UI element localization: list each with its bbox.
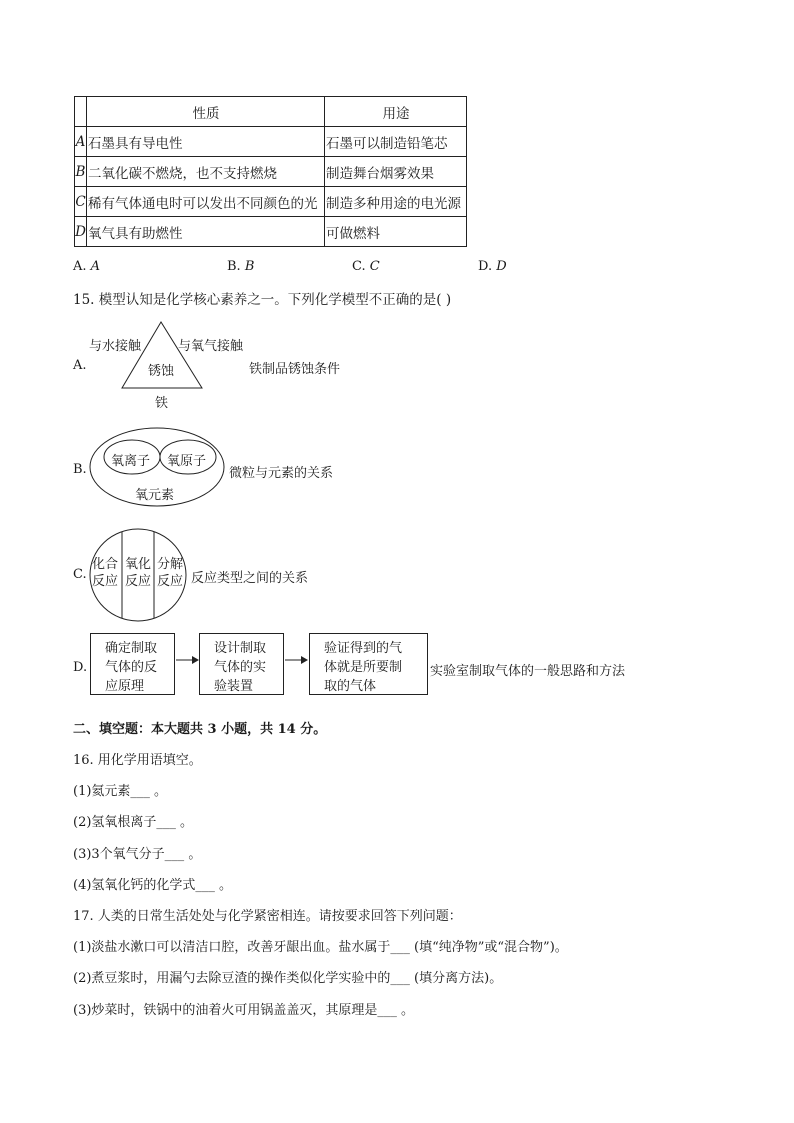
flow-box-1-line1: 确定制取 xyxy=(105,641,158,656)
q15-option-c-caption: 反应类型之间的关系 xyxy=(191,571,309,586)
option-label: A. xyxy=(73,259,87,274)
table-header-row xyxy=(75,97,467,127)
q17-stem: 17. 人类的日常生活处处与化学紧密相连。请按要求回答下列问题： xyxy=(73,909,462,924)
option-value: C xyxy=(369,259,380,274)
row-use: 可做燃料 xyxy=(325,217,467,247)
table-row xyxy=(75,157,467,187)
circle-col-1 xyxy=(92,556,118,590)
table-row xyxy=(75,127,467,157)
circle-col-3-line2: 反应 xyxy=(157,574,184,589)
circle-col-2-line2: 反应 xyxy=(125,574,152,589)
table-row xyxy=(75,187,467,217)
circle-col-3-line1: 分解 xyxy=(157,557,184,572)
flow-arrow-1 xyxy=(175,653,201,667)
table-header-key xyxy=(75,97,87,127)
row-key: C xyxy=(75,187,87,217)
table-header-property: 性质 xyxy=(87,97,325,127)
triangle-right-label: 与氧气接触 xyxy=(178,339,244,354)
q17-item-3: (3)炒菜时，铁锅中的油着火可用锅盖盖灭，其原理是___ 。 xyxy=(73,1003,415,1018)
q16-item-1: (1)氦元素___ 。 xyxy=(73,784,168,799)
row-key: B xyxy=(75,157,87,187)
option-value: A xyxy=(90,259,101,274)
q14-option-c[interactable] xyxy=(352,259,380,274)
circle-col-1-line2: 反应 xyxy=(92,574,119,589)
row-key: A xyxy=(75,127,87,157)
circle-col-3 xyxy=(157,556,183,590)
row-property: 稀有气体通电时可以发出不同颜色的光 xyxy=(87,187,325,217)
q17-item-1: (1)淡盐水漱口可以清洁口腔，改善牙龈出血。盐水属于___ (填“纯净物”或“混合物”)。 xyxy=(73,940,568,955)
ellipse-inner-right: 氧原子 xyxy=(167,454,207,469)
ellipse-inner-left: 氧离子 xyxy=(111,454,151,469)
flow-box-2-line1: 设计制取 xyxy=(214,641,267,656)
flow-box-2 xyxy=(199,633,284,695)
q14-option-a[interactable] xyxy=(73,259,100,274)
q16-stem: 16. 用化学用语填空。 xyxy=(73,753,202,768)
flow-box-1 xyxy=(90,633,175,695)
q15-option-b-caption: 微粒与元素的关系 xyxy=(229,466,334,481)
option-label: D. xyxy=(478,259,493,274)
q14-option-d[interactable] xyxy=(478,259,507,274)
flow-box-1-line2: 气体的反 xyxy=(105,660,158,675)
row-use: 制造舞台烟雾效果 xyxy=(325,157,467,187)
q16-item-4: (4)氢氧化钙的化学式___ 。 xyxy=(73,878,233,893)
q15-option-c-label[interactable]: C. xyxy=(73,567,87,582)
flow-box-3 xyxy=(309,633,428,695)
circle-col-2 xyxy=(125,556,151,590)
q15-option-b-label[interactable]: B. xyxy=(73,462,87,477)
flow-box-3-line1: 验证得到的气 xyxy=(324,641,403,656)
q15-stem: 15. 模型认知是化学核心素养之一。下列化学模型不正确的是( ) xyxy=(73,292,452,308)
triangle-left-label: 与水接触 xyxy=(89,339,142,354)
row-property: 石墨具有导电性 xyxy=(87,127,325,157)
flow-box-2-line2: 气体的实 xyxy=(214,660,267,675)
q15-option-a-label[interactable]: A. xyxy=(73,358,87,373)
q14-option-b[interactable] xyxy=(227,259,254,274)
table-row xyxy=(75,217,467,247)
flow-arrow-2 xyxy=(284,653,310,667)
circle-col-2-line1: 氧化 xyxy=(125,557,152,572)
row-use: 石墨可以制造铅笔芯 xyxy=(325,127,467,157)
row-property: 二氧化碳不燃烧，也不支持燃烧 xyxy=(87,157,325,187)
properties-table xyxy=(74,96,467,247)
option-label: C. xyxy=(352,259,366,274)
circle-col-1-line1: 化合 xyxy=(92,557,119,572)
option-value: B xyxy=(244,259,255,274)
triangle-diagram xyxy=(118,318,208,392)
q15-option-a-caption: 铁制品锈蚀条件 xyxy=(249,362,341,377)
flow-box-1-line3: 应原理 xyxy=(105,679,145,694)
option-label: B. xyxy=(227,259,241,274)
q16-item-2: (2)氢氧根离子___ 。 xyxy=(73,815,194,830)
triangle-center-label: 锈蚀 xyxy=(148,364,175,379)
q16-item-3: (3)3个氧气分子___ 。 xyxy=(73,847,202,862)
row-key: D xyxy=(75,217,87,247)
section-heading: 二、填空题：本大题共 3 小题，共 14 分。 xyxy=(73,722,327,737)
flow-box-3-line3: 取的气体 xyxy=(324,679,377,694)
triangle-bottom-label: 铁 xyxy=(155,396,169,411)
row-property: 氧气具有助燃性 xyxy=(87,217,325,247)
q15-option-d-label[interactable]: D. xyxy=(73,660,88,675)
table-header-use: 用途 xyxy=(325,97,467,127)
row-use: 制造多种用途的电光源 xyxy=(325,187,467,217)
flow-box-2-line3: 验装置 xyxy=(214,679,254,694)
ellipse-outer-label: 氧元素 xyxy=(135,488,175,503)
flow-box-3-line2: 体就是所要制 xyxy=(324,660,403,675)
q15-option-d-caption: 实验室制取气体的一般思路和方法 xyxy=(430,664,626,679)
q17-item-2: (2)煮豆浆时，用漏勺去除豆渣的操作类似化学实验中的___ (填分离方法)。 xyxy=(73,971,503,986)
option-value: D xyxy=(496,259,507,274)
